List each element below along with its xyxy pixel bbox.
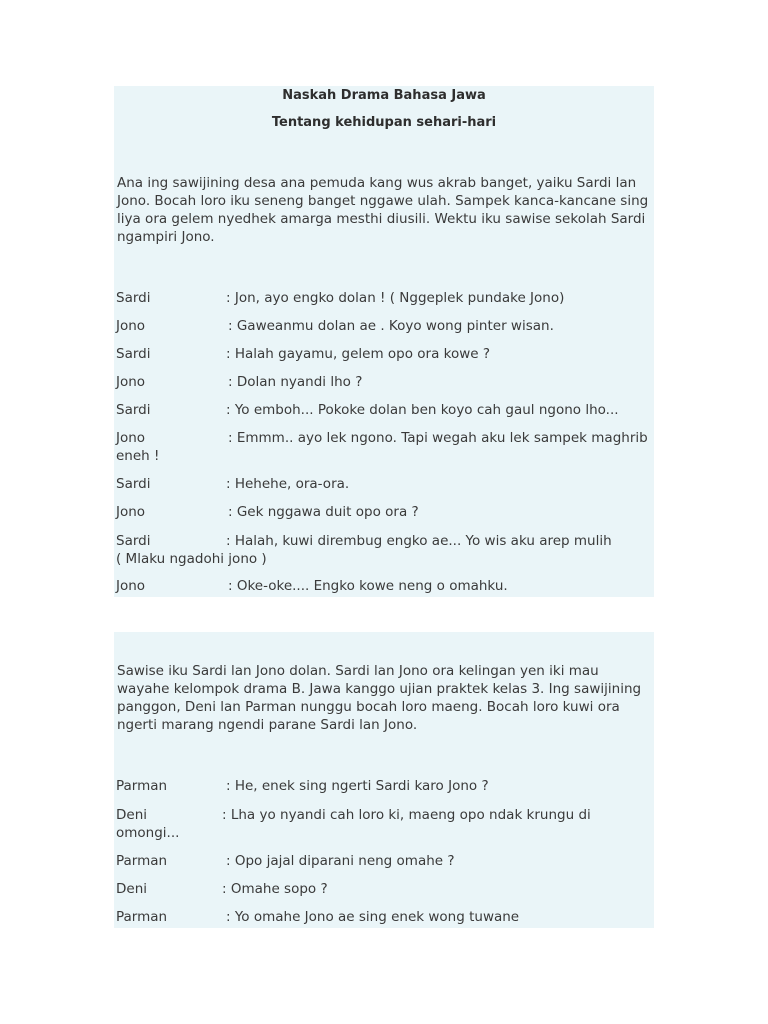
dialogue-text: : Opo jajal diparani neng omahe ? bbox=[226, 853, 455, 869]
speaker-name: Parman bbox=[116, 909, 168, 925]
dialogue-line bbox=[116, 345, 652, 363]
dialogue-text: : Halah, kuwi dirembug engko ae... Yo wis aku arep mulih bbox=[226, 533, 612, 549]
document-title: Naskah Drama Bahasa Jawa bbox=[282, 88, 486, 103]
dialogue-text: : Hehehe, ora-ora. bbox=[226, 476, 350, 492]
speaker-name: Jono bbox=[116, 504, 146, 520]
speaker-name: Jono bbox=[116, 578, 146, 594]
dialogue-text: : He, enek sing ngerti Sardi karo Jono ? bbox=[226, 778, 489, 794]
dialogue-continuation: omongi... bbox=[116, 825, 180, 841]
dialogue-line bbox=[116, 806, 652, 842]
intro-paragraph-1: Ana ing sawijining desa ana pemuda kang wus akrab banget, yaiku Sardi lan Jono. Bocah loro iku seneng banget nggawe ulah. Sampek kanca-kancane sing liya ora gelem nyedhek amarga mesthi diusili. Wektu iku sawise sekolah Sardi ngampiri Jono. bbox=[117, 175, 649, 245]
speaker-name: Jono bbox=[116, 318, 146, 334]
speaker-name: Sardi bbox=[116, 346, 151, 362]
script-section-2 bbox=[114, 632, 654, 928]
speaker-name: Sardi bbox=[116, 533, 151, 549]
dialogue-text: : Emmm.. ayo lek ngono. Tapi wegah aku lek sampek maghrib bbox=[228, 430, 648, 446]
dialogue-text: : Gaweanmu dolan ae . Koyo wong pinter wisan. bbox=[228, 318, 554, 334]
dialogue-line bbox=[116, 401, 652, 419]
speaker-name: Parman bbox=[116, 853, 168, 869]
dialogue-line bbox=[116, 880, 652, 898]
speaker-name: Sardi bbox=[116, 290, 151, 306]
dialogue-continuation: ( Mlaku ngadohi jono ) bbox=[116, 551, 267, 567]
dialogue-text: : Lha yo nyandi cah loro ki, maeng opo ndak krungu di bbox=[222, 807, 591, 823]
dialogue-text: : Dolan nyandi lho ? bbox=[228, 374, 363, 390]
dialogue-line bbox=[116, 577, 652, 595]
dialogue-continuation: eneh ! bbox=[116, 448, 160, 464]
dialogue-text: : Omahe sopo ? bbox=[222, 881, 328, 897]
dialogue-line bbox=[116, 503, 652, 521]
dialogue-line bbox=[116, 908, 652, 926]
speaker-name: Sardi bbox=[116, 402, 151, 418]
dialogue-line bbox=[116, 852, 652, 870]
dialogue-line bbox=[116, 373, 652, 391]
script-section-1 bbox=[114, 86, 654, 597]
intro-paragraph-2: Sawise iku Sardi lan Jono dolan. Sardi lan Jono ora kelingan yen iki mau wayahe kelompok drama B. Jawa kanggo ujian praktek kelas 3. Ing sawijining panggon, Deni lan Parman nunggu bocah loro maeng. Bocah loro kuwi ora ngerti marang ngendi parane Sardi lan Jono. bbox=[117, 663, 642, 733]
speaker-name: Jono bbox=[116, 374, 146, 390]
dialogue-text: : Jon, ayo engko dolan ! ( Nggeplek pundake Jono) bbox=[226, 290, 565, 306]
speaker-name: Deni bbox=[116, 881, 148, 897]
dialogue-text: : Gek nggawa duit opo ora ? bbox=[228, 504, 419, 520]
dialogue-line bbox=[116, 532, 652, 568]
dialogue-line bbox=[116, 289, 652, 307]
dialogue-line bbox=[116, 475, 652, 493]
dialogue-line bbox=[116, 429, 652, 465]
dialogue-text: : Yo omahe Jono ae sing enek wong tuwane bbox=[226, 909, 520, 925]
dialogue-text: : Yo emboh... Pokoke dolan ben koyo cah gaul ngono lho... bbox=[226, 402, 619, 418]
speaker-name: Jono bbox=[116, 430, 146, 446]
dialogue-text: : Oke-oke.... Engko kowe neng o omahku. bbox=[228, 578, 508, 594]
document-subtitle: Tentang kehidupan sehari-hari bbox=[271, 115, 497, 130]
speaker-name: Sardi bbox=[116, 476, 151, 492]
dialogue-line bbox=[116, 777, 652, 795]
dialogue-line bbox=[116, 317, 652, 335]
speaker-name: Parman bbox=[116, 778, 168, 794]
dialogue-text: : Halah gayamu, gelem opo ora kowe ? bbox=[226, 346, 491, 362]
speaker-name: Deni bbox=[116, 807, 148, 823]
